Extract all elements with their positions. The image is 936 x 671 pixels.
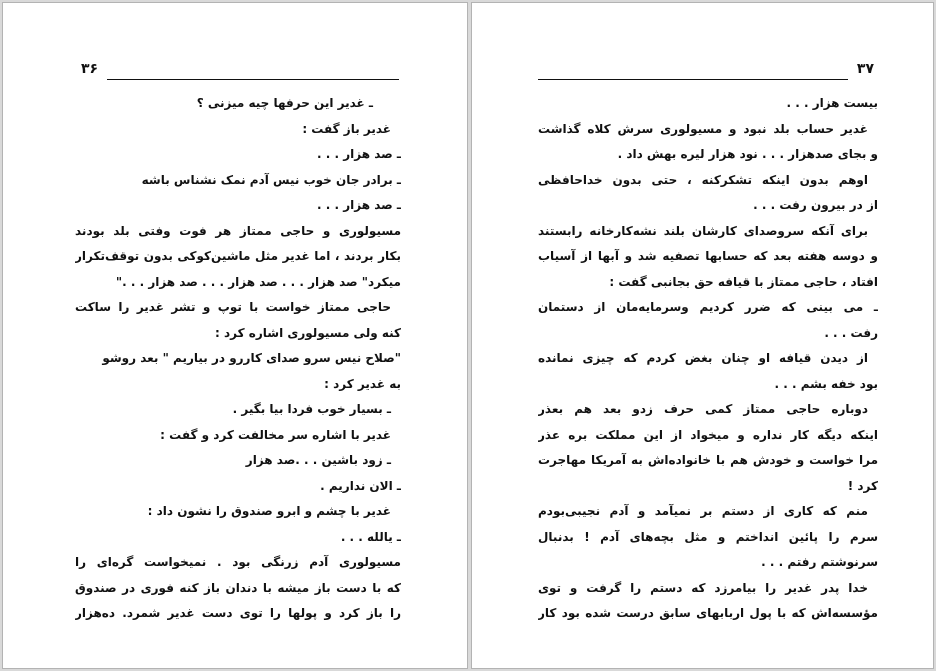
text-line: ـ یالله . . . [340,529,401,544]
text-line: مرا خواست و خودش هم با خانواده‌اش به آمریکا مهاجرت [538,453,878,467]
text-line: ـ می بینی که ضرر کردیم وسرمایه‌مان از دستمان [538,300,878,314]
text-line: ـ غدیر این حرفها چیه میزنی ؟ [196,96,373,110]
header-rule [538,79,848,80]
text-line: از دیدن قیافه او چنان بغض کردم که چیزی نمانده [538,351,868,365]
text-line: مؤسسه‌اش که با پول اربابهای سابق درست شده بود کار [538,606,878,620]
text-line: و بجای صدهزار . . . نود هزار لیره بهش داد . [617,147,878,161]
text-line: مسیولوری و حاجی ممتاز هر فوت وفتی بلد بودند [75,223,401,238]
text-line: غدیر باز گفت : [302,121,391,136]
text-line: غدیر حساب بلد نبود و مسیولوری سرش کلاه گذاشت [538,121,868,136]
text-line: ـ زود باشین . . .صد هزار [245,453,391,467]
text-line: به غدیر کرد : [324,376,401,391]
text-line: اوهم بدون اینکه تشکرکنه ، حتی بدون خداحافظی [538,172,868,187]
text-line: ـ الان نداریم . [320,478,401,493]
text-line: اینکه دیگه کار نداره و میخواد از این مملکت بره عذر [538,427,878,442]
text-line: منم که کاری از دستم بر نمیآمد و آدم نجیبی‌بودم [538,504,868,518]
text-line: و دوسه هفته بعد که حسابها تصفیه شد و آبها از آسیاب [538,249,878,263]
text-line: "صلاح نیس سرو صدای کاررو در بیاریم " بعد روشو [102,351,401,365]
text-line: خدا پدر غدیر را بیامرزد که دستم را گرفت و توی [538,580,868,595]
text-line: بیست هزار . . . [786,96,878,110]
text-line: میکرد" صد هزار . . . صد هزار . . . صد هزار . . ." [115,274,401,289]
text-line: بکار بردند ، اما غدیر مثل ماشین‌کوکی بدون توقف‌تکرار [75,249,401,263]
text-line: رفت . . . [824,325,878,340]
text-line: ـ صد هزار . . . [317,198,401,212]
page-number: ۳۶ [81,61,99,77]
text-line: کرد ! [847,478,878,493]
text-line: دوباره حاجی ممتاز کمی حرف زدو بعد هم بعذر [538,402,868,416]
text-line: کنه ولی مسیولوری اشاره کرد : [215,325,401,340]
text-line: سرم را پائین انداختم و مثل بچه‌های آدم ! بدنبال [538,529,878,544]
text-line: بود خفه بشم . . . [774,376,878,391]
text-line: غدیر با اشاره سر مخالفت کرد و گفت : [160,427,391,442]
text-line: حاجی ممتاز خواست با توپ و تشر غدیر را ساکت [75,300,391,314]
header-rule [107,79,399,80]
text-line: که با دست باز میشه با دندان باز کنه فوری در صندوق [75,580,401,595]
left-page [2,2,468,669]
page-header [81,61,399,83]
text-line: برای آنکه سروصدای کارشان بلند نشه‌کارخانه رابستند [538,223,868,238]
text-line: ـ بسیار خوب فردا بیا بگیر . [232,402,391,416]
text-line: سرنوشتم رفتم . . . [761,555,878,569]
right-page [471,2,934,669]
page-header [538,61,874,83]
text-line: غدیر با چشم و ابرو صندوق را نشون داد : [147,504,391,518]
text-line: مسیولوری آدم زرنگی بود . نمیخواست گره‌ای را [75,555,401,569]
text-line: ـ برادر جان خوب نیس آدم نمک نشناس باشه [141,172,401,187]
text-line: ـ صد هزار . . . [317,147,401,161]
page-text [75,91,401,627]
text-line: از در بیرون رفت . . . [753,198,878,212]
text-line: را باز کرد و پولها را توی دست غدیر شمرد. ده‌هزار [75,606,401,620]
page-number: ۳۷ [856,61,874,77]
text-line: افتاد ، حاجی ممتاز با قیافه حق بجانبی گفت : [609,274,878,289]
page-text [538,91,878,627]
